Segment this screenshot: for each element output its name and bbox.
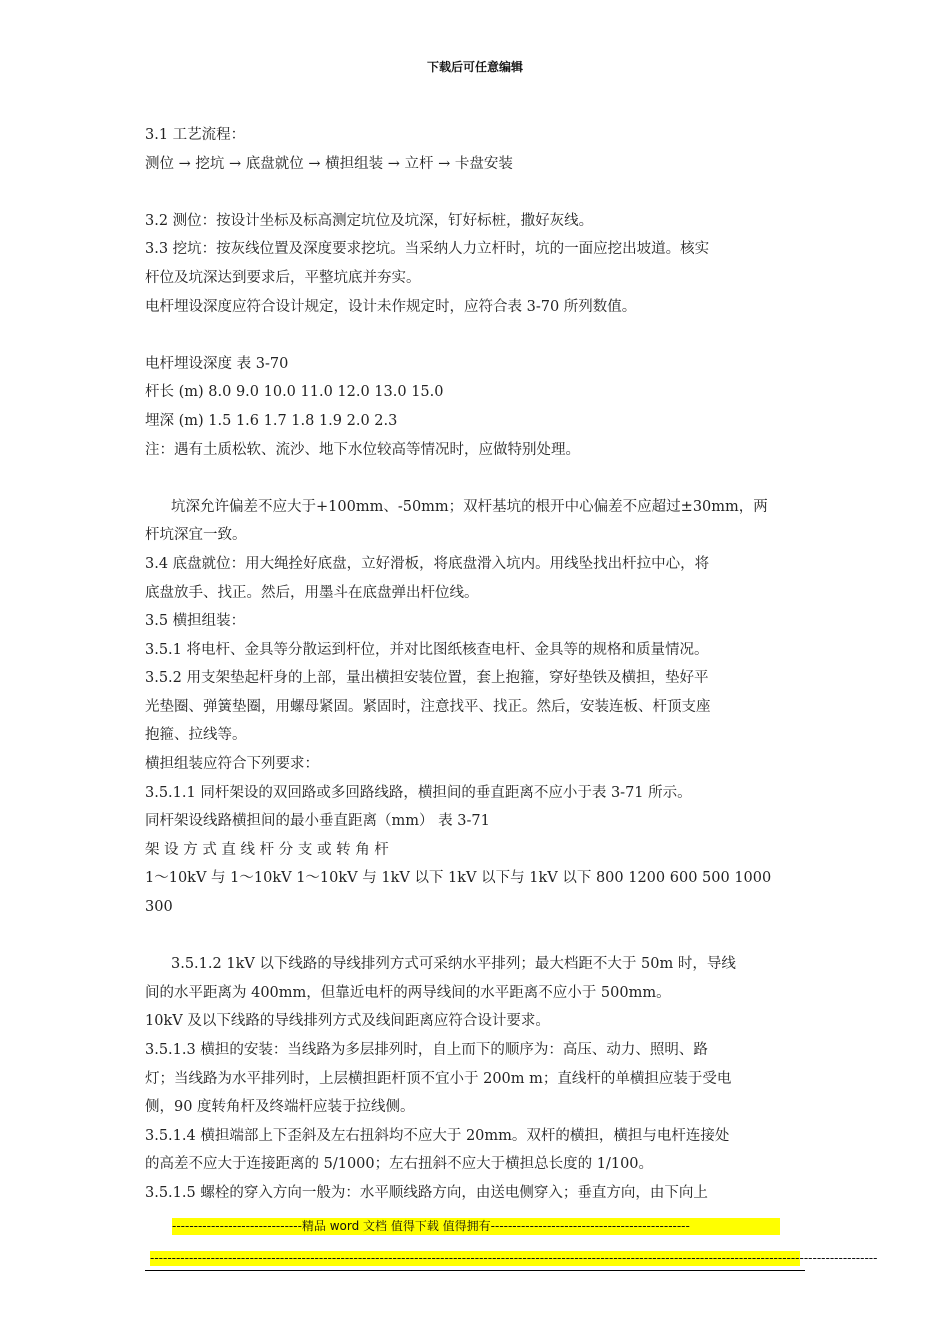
text-line: 杆坑深宜一致。 (145, 527, 247, 544)
text-line: 杆位及坑深达到要求后，平整坑底并夯实。 (145, 269, 421, 286)
text-line: 底盘放手、找正。然后，用墨斗在底盘弹出杆位线。 (145, 584, 479, 601)
text-line: 坑深允许偏差不应大于+100mm、-50mm；双杆基坑的根开中心偏差不应超过±30mm，两 (171, 498, 768, 515)
text-line: 3.2 测位：按设计坐标及标高测定坑位及坑深，钉好标桩，撒好灰线。 (145, 212, 594, 229)
text-line: 电杆埋设深度应符合设计规定，设计未作规定时，应符合表 3-70 所列数值。 (145, 298, 637, 315)
text-line: 杆长 (m) 8.0 9.0 10.0 11.0 12.0 13.0 15.0 (145, 384, 444, 401)
blank-line (145, 178, 805, 207)
text-line: 10kV 及以下线路的导线排列方式及线间距离应符合设计要求。 (145, 1013, 550, 1030)
text-line: 测位 → 挖坑 → 底盘就位 → 横担组装 → 立杆 → 卡盘安装 (145, 155, 513, 172)
footer-banner: ------------------------------精品 word 文档 值得下载 值得拥有---------------------------------------------- (172, 1218, 780, 1235)
text-line: 埋深 (m) 1.5 1.6 1.7 1.8 1.9 2.0 2.3 (145, 412, 398, 429)
text-line: 注：遇有土质松软、流沙、地下水位较高等情况时，应做特别处理。 (145, 441, 580, 458)
text-line: 3.5 横担组装： (145, 613, 246, 630)
text-line: 300 (145, 899, 173, 916)
text-line: 3.5.1.5 螺栓的穿入方向一般为：水平顺线路方向，由送电侧穿入；垂直方向，由下向上 (145, 1184, 708, 1201)
text-line: 的高差不应大于连接距离的 5/1000；左右扭斜不应大于横担总长度的 1/100。 (145, 1156, 654, 1173)
text-line: 3.4 底盘就位：用大绳拴好底盘，立好滑板，将底盘滑入坑内。用线坠找出杆拉中心，将 (145, 555, 710, 572)
text-line: 电杆埋设深度 表 3-70 (145, 355, 289, 372)
text-line: 3.3 挖坑：按灰线位置及深度要求挖坑。当采纳人力立杆时，坑的一面应挖出坡道。核实 (145, 241, 710, 258)
blank-line (145, 464, 805, 493)
text-line: 3.5.1.3 横担的安装：当线路为多层排列时，自上而下的顺序为：高压、动力、照明、路 (145, 1042, 708, 1058)
text-line: 侧，90 度转角杆及终端杆应装于拉线侧。 (145, 1099, 415, 1116)
page-header: 下载后可任意编辑 (426, 60, 523, 74)
text-line: 3.5.1 将电杆、金具等分散运到杆位，并对比图纸核查电杆、金具等的规格和质量情况。 (145, 641, 709, 658)
text-line: 3.5.2 用支架垫起杆身的上部，量出横担安装位置，套上抱箍，穿好垫铁及横担，垫好平 (145, 670, 709, 687)
text-line: 横担组装应符合下列要求： (145, 756, 319, 773)
text-line: 3.5.1.2 1kV 以下线路的导线排列方式可采纳水平排列；最大档距不大于 50m 时，导线 (171, 956, 736, 973)
text-line: 抱箍、拉线等。 (145, 727, 247, 744)
text-line: 3.1 工艺流程： (145, 127, 246, 143)
footer-rule (145, 1270, 805, 1271)
text-line: 3.5.1.4 横担端部上下歪斜及左右扭斜均不应大于 20mm。双杆的横担，横担与电杆连接处 (145, 1127, 730, 1144)
text-line: 同杆架设线路横担间的最小垂直距离（mm） 表 3-71 (145, 813, 490, 830)
text-line: 灯；当线路为水平排列时，上层横担距杆顶不宜小于 200m m；直线杆的单横担应装于受电 (145, 1070, 732, 1087)
blank-line (145, 922, 805, 951)
document-body (145, 121, 805, 1208)
text-line: 1～10kV 与 1～10kV 1～10kV 与 1kV 以下 1kV 以下与 1kV 以下 800 1200 600 500 1000 (145, 870, 772, 887)
footer-dashes: ------------------------------------------------------------------------------------------------------------------------------------------------------------------------ (150, 1251, 878, 1265)
text-line: 3.5.1.1 同杆架设的双回路或多回路线路，横担间的垂直距离不应小于表 3-71 所示。 (145, 784, 692, 801)
text-line: 光垫圈、弹簧垫圈，用螺母紧固。紧固时，注意找平、找正。然后，安装连板、杆顶支座 (145, 698, 711, 715)
text-line: 间的水平距离为 400mm，但靠近电杆的两导线间的水平距离不应小于 500mm。 (145, 984, 671, 1001)
text-line: 架 设 方 式 直 线 杆 分 支 或 转 角 杆 (145, 841, 389, 858)
blank-line (145, 321, 805, 350)
